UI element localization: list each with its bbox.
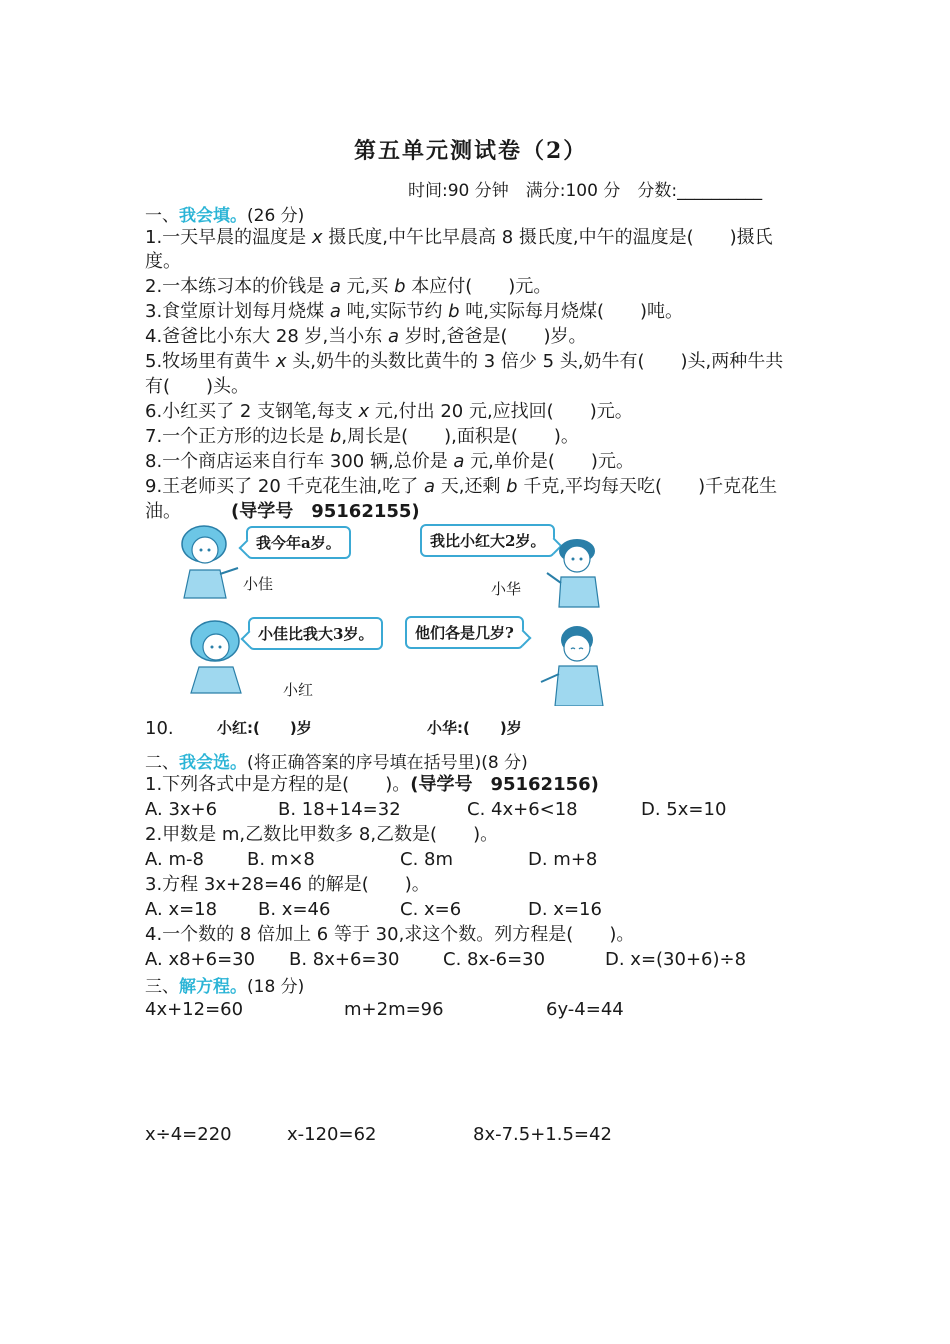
question-8 [145,449,634,474]
choice-3-option-b: B. x=46 [258,899,331,920]
text: 8.一个商店运来自行车 300 辆,总价是 [145,451,454,472]
choice-2-option-b: B. m×8 [247,849,315,870]
question-1-line-1 [145,225,773,250]
equation-5: x-120=62 [287,1124,377,1145]
section-1-heading [145,201,304,226]
question-2 [145,274,551,299]
choice-4: 4.一个数的 8 倍加上 6 等于 30,求这个数。列方程是( )。 [145,924,635,945]
equation-2: m+2m=96 [344,999,444,1020]
text: 头,奶牛的头数比黄牛的 3 倍少 5 头,奶牛有( )头,两种牛共 [286,351,784,372]
variable: b [448,301,460,322]
answer-xiaohua: 小华:( )岁 [427,719,522,737]
text: 油。 [145,501,181,522]
section-name: 解方程。 [179,977,247,997]
section-number: 二、 [145,753,179,773]
text: 6.小红买了 2 支钢笔,每支 [145,401,359,422]
choice-2-option-a: A. m-8 [145,849,204,870]
section-points: (26 分) [247,206,305,226]
speech-bubble-1: 我今年a岁。 [246,526,351,559]
choice-4-option-d: D. x=(30+6)÷8 [605,949,747,970]
name-xiaohua: 小华 [491,580,522,598]
question-5-line-1 [145,349,783,374]
text: 5.牧场里有黄牛 [145,351,276,372]
text: 摄氏度,中午比早晨高 8 摄氏度,中午的温度是( )摄氏 [322,227,773,248]
speech-bubble-3: 小佳比我大3岁。 [248,617,383,650]
variable: a [387,326,399,347]
name-xiaojia: 小佳 [243,575,274,593]
choice-1-option-c: C. 4x+6<18 [467,799,578,820]
text: 天,还剩 [435,476,507,497]
choice-3-option-a: A. x=18 [145,899,218,920]
text: 2.一本练习本的价钱是 [145,276,330,297]
equation-3: 6y-4=44 [546,999,624,1020]
choice-4-option-b: B. 8x+6=30 [289,949,400,970]
variable: b [506,476,518,497]
choice-4-option-a: A. x8+6=30 [145,949,256,970]
text: 3.食堂原计划每月烧煤 [145,301,330,322]
teacher-illustration [537,622,609,706]
choice-4-option-c: C. 8x-6=30 [443,949,546,970]
choice-3-option-c: C. x=6 [400,899,462,920]
exam-meta: 时间:90 分钟 满分:100 分 分数:__________ [408,181,763,201]
question-6 [145,399,633,424]
variable: x [275,351,287,372]
variable: b [329,426,342,447]
text: ,周长是( ),面积是( )。 [341,426,579,447]
choice-1-option-a: A. 3x+6 [145,799,218,820]
variable: x [358,401,370,422]
section-3-heading [145,972,304,997]
question-5-line-2: 有( )头。 [145,376,250,397]
page-title: 第五单元测试卷（2） [354,138,588,164]
guide-code: (导学号 95162156) [410,774,599,795]
guide-code: (导学号 95162155) [231,501,420,522]
text: 吨,实际每月烧煤( )吨。 [459,301,684,322]
text: 9.王老师买了 20 千克花生油,吃了 [145,476,424,497]
section-number: 三、 [145,977,179,997]
question-9-line-2 [145,499,420,524]
question-9-line-1 [145,474,777,499]
girl-xiaohong-illustration [183,617,253,695]
choice-1-option-b: B. 18+14=32 [278,799,401,820]
text: 千克,平均每天吃( )千克花生 [517,476,778,497]
question-4 [145,324,587,349]
text: 吨,实际节约 [340,301,449,322]
variable: x [311,227,323,248]
section-points: (18 分) [247,977,305,997]
speech-bubble-2: 我比小红大2岁。 [420,524,555,557]
equation-6: 8x-7.5+1.5=42 [473,1124,612,1145]
text: 1.下列各式中是方程的是( )。 [145,774,411,795]
boy-xiaohua-illustration [543,535,609,609]
question-1-line-2: 度。 [145,251,181,272]
text: 岁时,爸爸是( )岁。 [399,326,587,347]
question-3 [145,299,683,324]
variable: b [394,276,406,297]
choice-3: 3.方程 3x+28=46 的解是( )。 [145,874,430,895]
girl-xiaojia-illustration [172,522,242,600]
text: 元,单价是( )元。 [464,451,634,472]
text: 7.一个正方形的边长是 [145,426,330,447]
choice-2: 2.甲数是 m,乙数比甲数多 8,乙数是( )。 [145,824,499,845]
choice-2-option-c: C. 8m [400,849,453,870]
variable: a [453,451,465,472]
section-points: (将正确答案的序号填在括号里)(8 分) [247,753,528,773]
name-xiaohong: 小红 [283,681,314,699]
choice-1-option-d: D. 5x=10 [641,799,727,820]
variable: a [423,476,435,497]
equation-4: x÷4=220 [145,1124,232,1145]
text: 1.一天早晨的温度是 [145,227,312,248]
text: 元,付出 20 元,应找回( )元。 [369,401,633,422]
choice-1 [145,772,599,797]
answer-xiaohong: 小红:( )岁 [217,719,312,737]
section-2-heading [145,748,528,773]
section-name: 我会填。 [179,206,247,226]
variable: a [329,301,341,322]
section-name: 我会选。 [179,753,247,773]
equation-1: 4x+12=60 [145,999,244,1020]
speech-bubble-4: 他们各是几岁? [405,616,524,649]
question-10-number: 10. [145,718,174,739]
text: 元,买 [340,276,395,297]
section-number: 一、 [145,206,179,226]
variable: a [329,276,341,297]
choice-2-option-d: D. m+8 [528,849,598,870]
question-7 [145,424,579,449]
text: 本应付( )元。 [405,276,552,297]
choice-3-option-d: D. x=16 [528,899,602,920]
text: 4.爸爸比小东大 28 岁,当小东 [145,326,388,347]
